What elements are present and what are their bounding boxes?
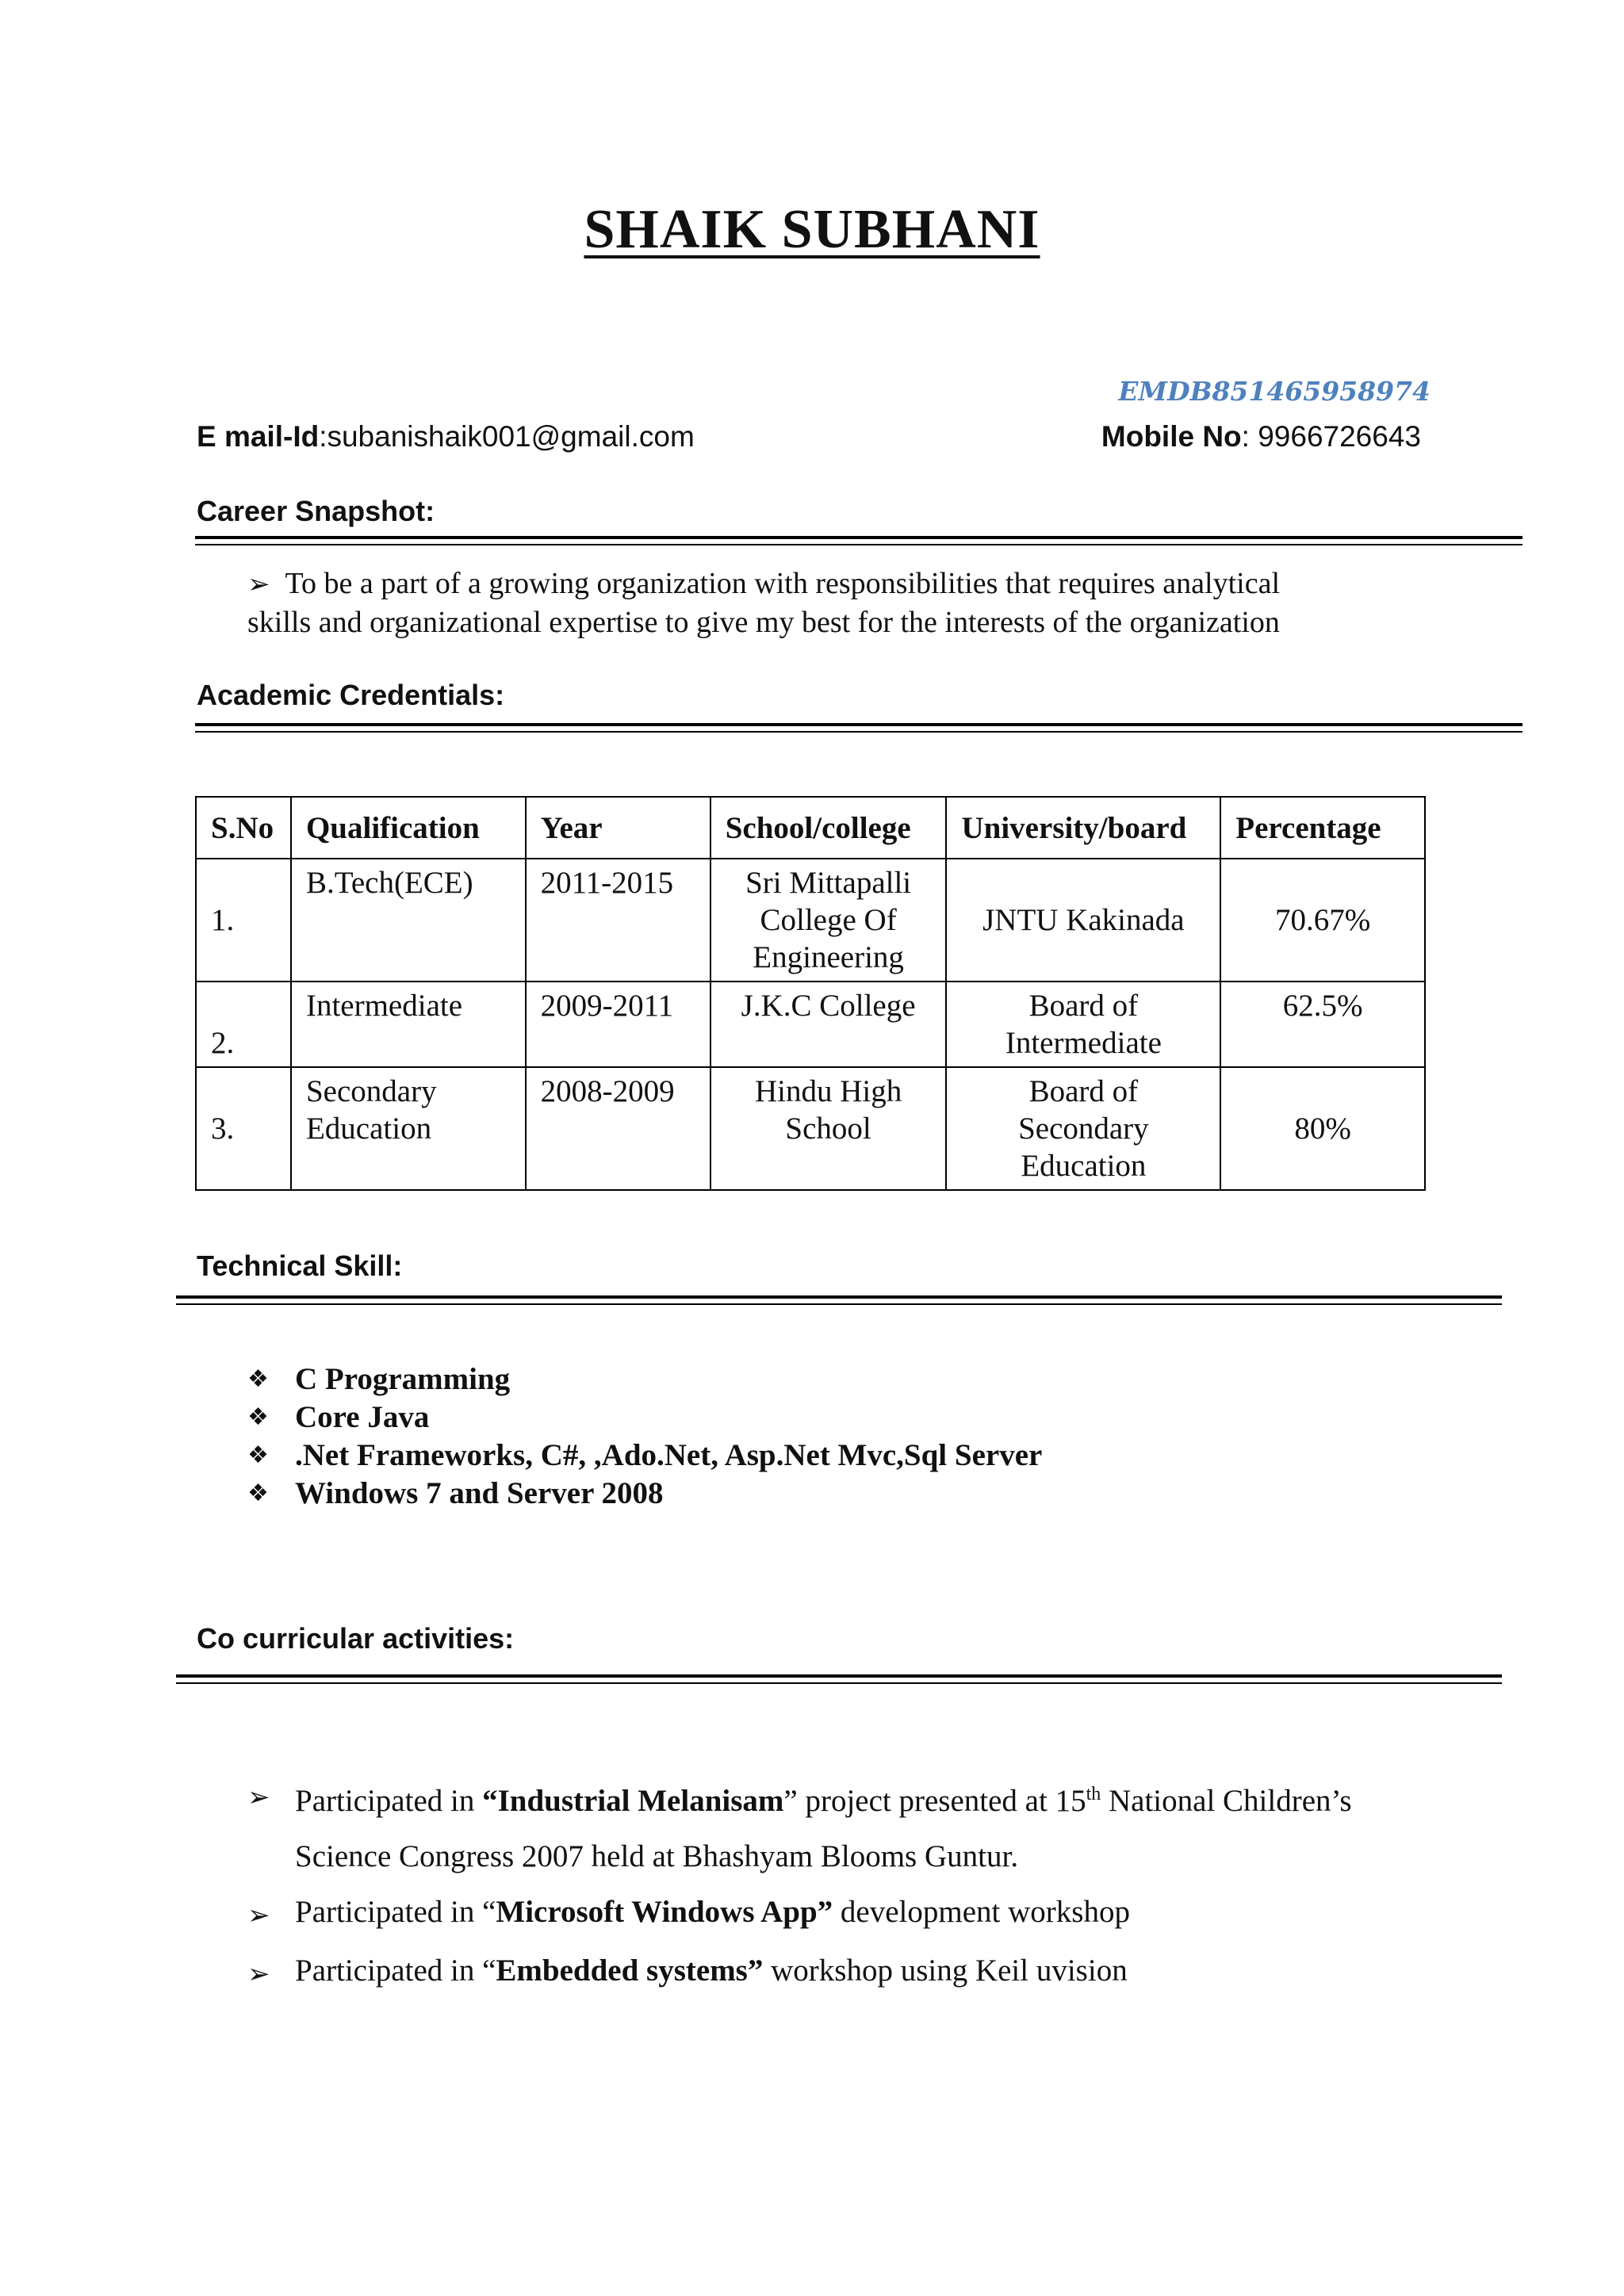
activities-list <box>247 1766 1437 2002</box>
cell-qualification: Secondary Education <box>291 1067 526 1190</box>
academic-heading: Academic Credentials: <box>197 679 505 711</box>
four-diamond-bullet-icon: ❖ <box>247 1441 269 1469</box>
cell-school: Hindu High School <box>710 1067 947 1190</box>
col-header-school: School/college <box>710 797 947 859</box>
four-diamond-bullet-icon: ❖ <box>247 1403 269 1431</box>
mobile-line <box>1101 420 1421 453</box>
career-line-1: ➢ To be a part of a growing organization with responsibilities that requires analytical <box>247 567 1281 600</box>
mobile-label: Mobile No <box>1101 420 1242 453</box>
cell-qualification: B.Tech(ECE) <box>291 859 526 982</box>
cell-board: JNTU Kakinada <box>946 859 1220 982</box>
academic-divider <box>195 723 1522 733</box>
cell-board: Board of Intermediate <box>946 982 1220 1067</box>
four-diamond-bullet-icon: ❖ <box>247 1365 269 1393</box>
arrowhead-bullet-icon: ➢ <box>247 1781 270 1813</box>
activities-heading: Co curricular activities: <box>197 1622 515 1655</box>
four-diamond-bullet-icon: ❖ <box>247 1479 269 1507</box>
cell-sno: 2. <box>196 982 291 1067</box>
list-item: ➢ Participated in “Industrial Melanisam” project presented at 15th National Children’s Science Congress 2007 held at Bhashyam Blooms Guntur. <box>247 1766 1437 1885</box>
career-divider <box>195 536 1522 545</box>
skills-heading: Technical Skill: <box>197 1249 403 1282</box>
cell-school: Sri Mittapalli College Of Engineering <box>710 859 947 982</box>
career-heading: Career Snapshot: <box>197 495 435 527</box>
cell-percentage: 80% <box>1220 1067 1425 1190</box>
cell-year: 2009-2011 <box>526 982 710 1067</box>
table-row <box>196 982 1425 1067</box>
list-item: ➢ Participated in “Microsoft Windows App” development workshop <box>247 1885 1437 1943</box>
email-label: E mail-Id <box>197 420 320 453</box>
email-line <box>197 420 695 453</box>
career-line-2: skills and organizational expertise to give my best for the interests of the organization <box>247 606 1280 639</box>
list-item: ➢ Participated in “Embedded systems” workshop using Keil uvision <box>247 1943 1437 2002</box>
col-header-year: Year <box>526 797 710 859</box>
table-row <box>196 859 1425 982</box>
arrowhead-bullet-icon: ➢ <box>247 1958 270 1990</box>
cell-sno: 3. <box>196 1067 291 1190</box>
academic-table <box>195 796 1426 1191</box>
cell-board: Board of Secondary Education <box>946 1067 1220 1190</box>
arrowhead-bullet-icon: ➢ <box>247 568 270 600</box>
email-value: :subanishaik001@gmail.com <box>319 420 695 453</box>
candidate-name: SHAIK SUBHANI <box>584 199 1040 260</box>
cell-school: J.K.C College <box>710 982 947 1067</box>
mobile-value: : 9966726643 <box>1241 420 1421 453</box>
cell-year: 2008-2009 <box>526 1067 710 1190</box>
table-row <box>196 1067 1425 1190</box>
list-item: ❖ Windows 7 and Server 2008 <box>247 1475 1042 1513</box>
list-item: ❖ C Programming <box>247 1360 1042 1399</box>
candidate-code: EMDB851465958974 <box>1118 376 1431 407</box>
cell-year: 2011-2015 <box>526 859 710 982</box>
arrowhead-bullet-icon: ➢ <box>247 1900 270 1931</box>
cell-percentage: 62.5% <box>1220 982 1425 1067</box>
skills-divider <box>176 1295 1502 1305</box>
career-objective <box>247 564 1421 641</box>
list-item: ❖ Core Java <box>247 1399 1042 1437</box>
cell-qualification: Intermediate <box>291 982 526 1067</box>
col-header-percentage: Percentage <box>1220 797 1425 859</box>
col-header-sno: S.No <box>196 797 291 859</box>
activities-divider <box>176 1674 1502 1684</box>
table-header-row <box>196 797 1425 859</box>
col-header-board: University/board <box>946 797 1220 859</box>
cell-sno: 1. <box>196 859 291 982</box>
skills-list <box>247 1360 1042 1513</box>
list-item: ❖ .Net Frameworks, C#, ,Ado.Net, Asp.Net Mvc,Sql Server <box>247 1437 1042 1475</box>
cell-percentage: 70.67% <box>1220 859 1425 982</box>
col-header-qualification: Qualification <box>291 797 526 859</box>
